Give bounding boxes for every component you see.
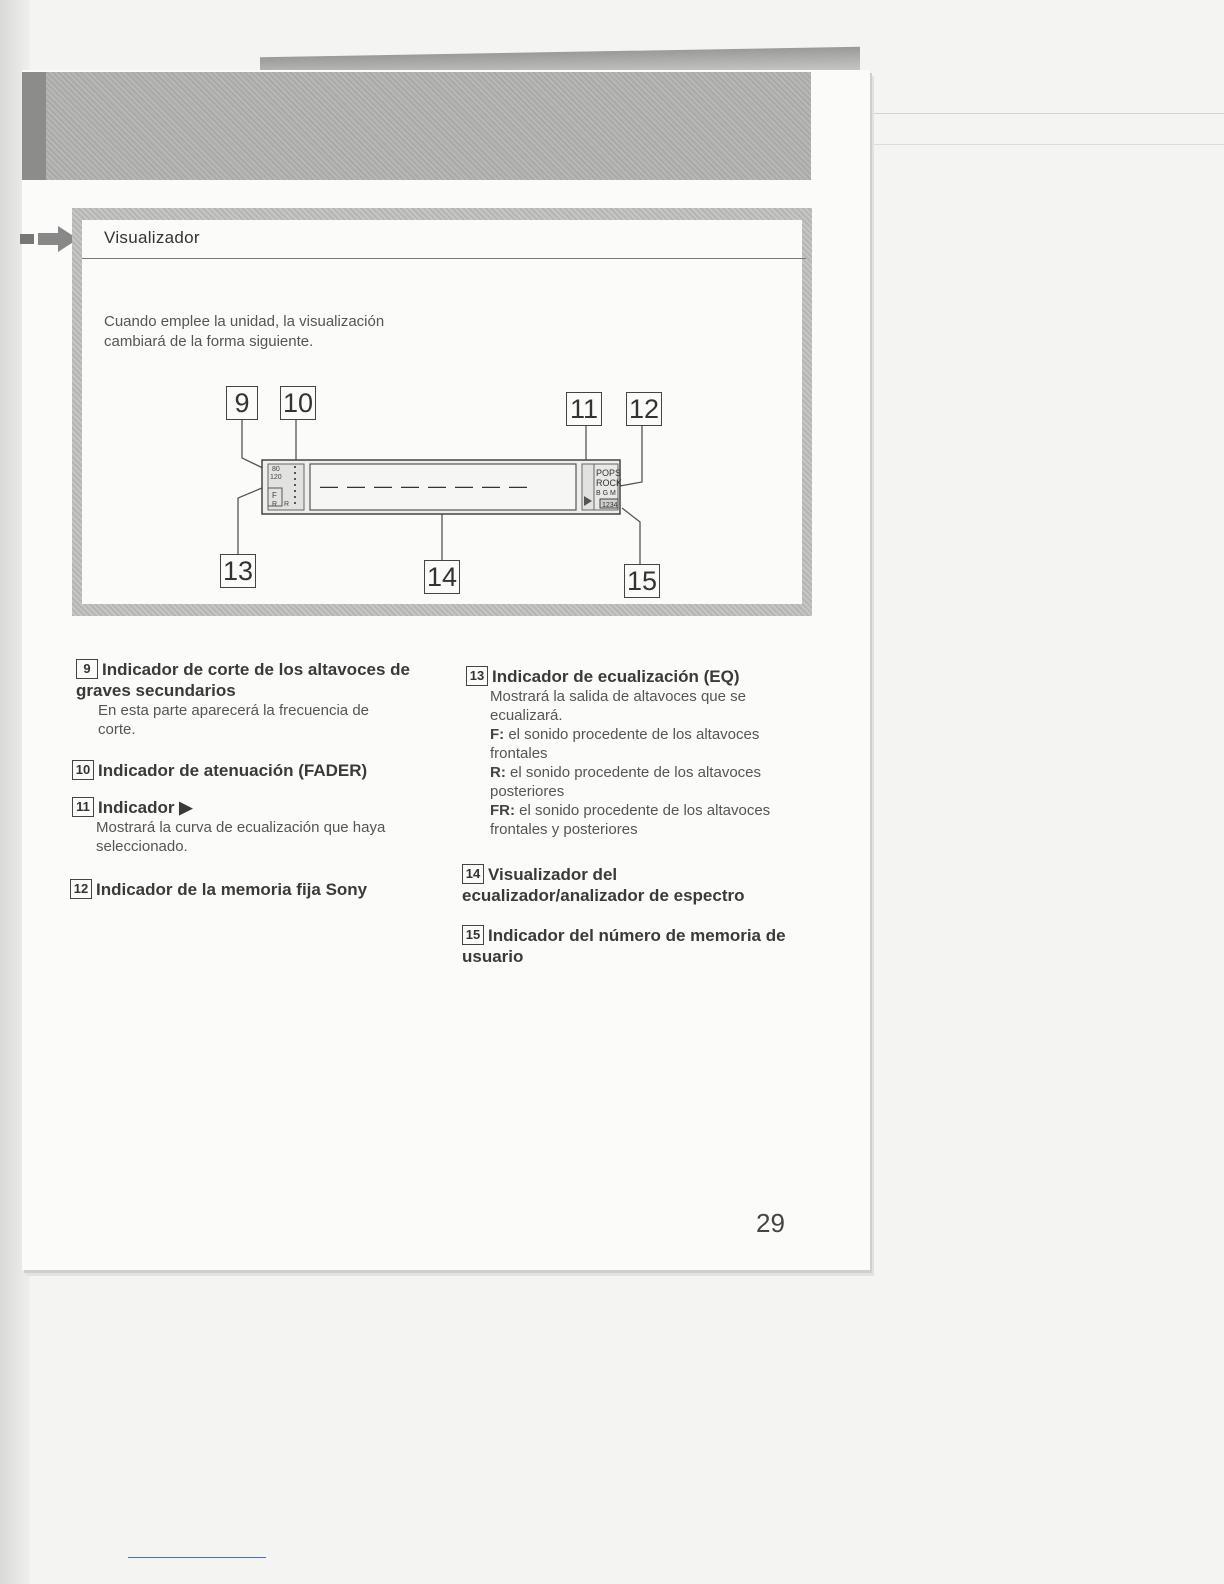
item-title: Indicador de atenuación (FADER) [98,761,368,780]
term-label: F: [490,726,505,743]
eq-letter-r2: R [284,501,290,508]
item-title: Indicador de corte de los altavoces de graves secundarios [76,660,410,700]
item-number: 10 [72,760,94,780]
eq-term-f [466,725,780,763]
header-band-edge [22,72,46,180]
eq-term-fr [466,801,780,839]
callout-12: 12 [626,392,662,426]
item-title: Indicador de ecualización (EQ) [492,667,740,686]
section-title: Visualizador [104,228,200,247]
term-text: el sonido procedente de los altavoces frontales [490,726,760,762]
callout-9: 9 [226,386,258,420]
scan-artifact-line [128,1557,266,1558]
spectrum-segments: — — — — — — — — [320,476,530,496]
eq-term-r [466,763,780,801]
memory-digits: 1234 [602,502,618,509]
callout-13: 13 [220,554,256,588]
item-9 [76,659,436,739]
eq-letter-f: F [272,491,277,500]
header-band [46,72,811,180]
item-title: Indicador de la memoria fija Sony [96,880,368,899]
item-number: 11 [72,797,94,817]
term-label: R: [490,764,506,781]
preset-bgm: B G M [596,490,616,497]
cutoff-value-120: 120 [270,474,282,481]
section-intro: Cuando emplee la unidad, la visualización cambiará de la forma siguiente. [104,313,385,350]
item-body: Mostrará la salida de altavoces que se ecualizará. [490,688,746,724]
item-number: 13 [466,666,488,686]
section-arrow-icon [20,224,78,254]
adjacent-sheet-edge [872,113,1224,145]
item-13 [466,666,806,839]
display-section-box [72,208,812,616]
item-number: 9 [76,659,98,679]
item-14 [462,864,802,906]
callout-15: 15 [624,564,660,598]
item-10 [72,760,432,781]
item-title: Visualizador del ecualizador/analizador de espectro [462,865,745,905]
term-text: el sonido procedente de los altavoces frontales y posteriores [490,802,771,838]
display-diagram [82,220,802,604]
page-number: 29 [756,1208,785,1238]
callout-11: 11 [566,392,602,426]
item-11 [72,797,432,856]
item-body: En esta parte aparecerá la frecuencia de corte. [98,702,370,738]
item-title: Indicador del número de memoria de usuario [462,926,786,966]
display-section-inner [82,220,802,604]
item-15 [462,925,802,967]
item-body: Mostrará la curva de ecualización que haya seleccionado. [96,819,386,855]
item-number: 15 [462,925,484,945]
callout-14: 14 [424,560,460,594]
cutoff-value-80: 80 [272,466,280,473]
item-12 [70,879,450,900]
item-number: 12 [70,879,92,899]
term-label: FR: [490,802,515,819]
preset-pops: POPS [596,468,622,478]
preset-rock: ROCK [596,478,623,488]
item-title: Indicador ▶ [98,798,193,817]
eq-letter-r: R [272,501,278,508]
term-text: el sonido procedente de los altavoces posteriores [490,764,762,800]
item-number: 14 [462,864,484,884]
callout-10: 10 [280,386,316,420]
